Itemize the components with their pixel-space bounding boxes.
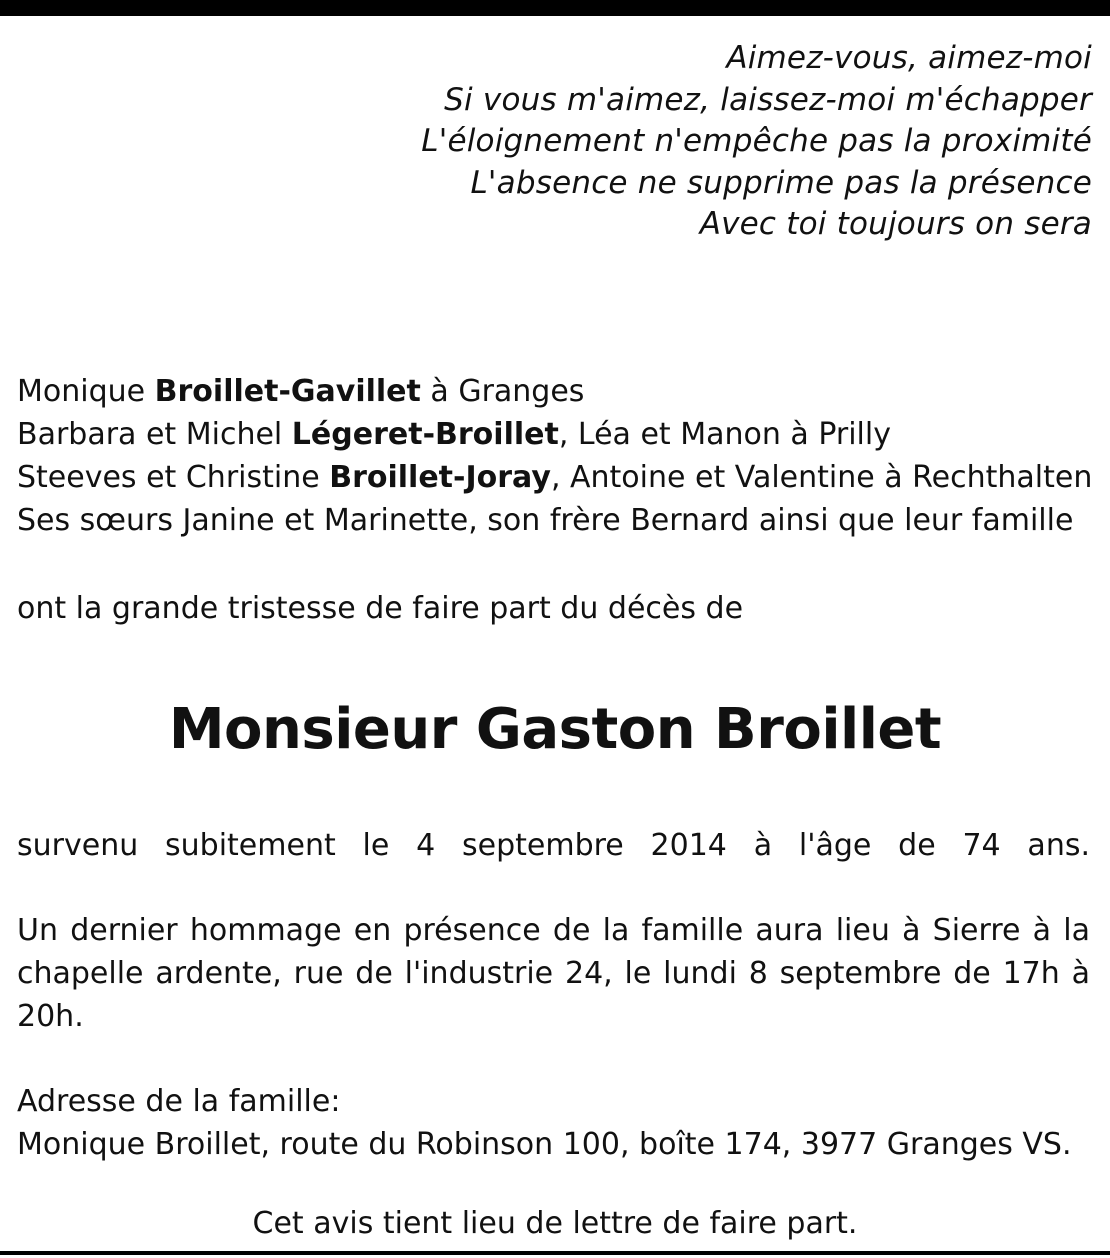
poem-line: Aimez-vous, aimez-moi bbox=[726, 40, 1092, 76]
deceased-name: Monsieur Gaston Broillet bbox=[168, 697, 942, 762]
family-surname: Broillet-Joray bbox=[329, 460, 551, 495]
poem-epigraph bbox=[192, 38, 1092, 246]
poem-line: Avec toi toujours on sera bbox=[699, 206, 1092, 242]
family-member-line: Barbara et Michel Légeret-Broillet, Léa et Manon à Prilly bbox=[17, 417, 891, 452]
closing-note: Cet avis tient lieu de lettre de faire part. bbox=[252, 1206, 858, 1241]
announcement-intro: ont la grande tristesse de faire part du décès de bbox=[17, 591, 744, 626]
family-address bbox=[17, 1080, 1090, 1166]
family-surname: Légeret-Broillet bbox=[291, 417, 559, 452]
family-surname: Broillet-Gavillet bbox=[154, 374, 421, 409]
top-border-rule bbox=[0, 0, 1110, 16]
poem-line: Si vous m'aimez, laissez-moi m'échapper bbox=[444, 81, 1092, 118]
address-line: Monique Broillet, route du Robinson 100, boîte 174, 3977 Granges VS. bbox=[17, 1127, 1072, 1162]
family-member-line: Steeves et Christine Broillet-Joray, Antoine et Valentine à Rechthalten bbox=[17, 460, 1093, 495]
family-member-line: Ses sœurs Janine et Marinette, son frère Bernard ainsi que leur famille bbox=[17, 503, 1074, 538]
family-member-line: Monique Broillet-Gavillet à Granges bbox=[17, 374, 585, 409]
address-label: Adresse de la famille: bbox=[17, 1084, 341, 1119]
poem-line: L'absence ne supprime pas la présence bbox=[470, 164, 1092, 201]
poem-line: L'éloignement n'empêche pas la proximité bbox=[421, 123, 1092, 159]
tribute-details: Un dernier hommage en présence de la famille aura lieu à Sierre à la chapelle ardente, rue de l'industrie 24, le lundi 8 septembre de 17h à 20h. bbox=[17, 913, 1090, 1034]
family-list bbox=[17, 370, 1097, 542]
bottom-border-rule bbox=[0, 1251, 1110, 1255]
death-notice: survenu subitement le 4 septembre 2014 à l'âge de 74 ans. bbox=[17, 828, 1090, 863]
